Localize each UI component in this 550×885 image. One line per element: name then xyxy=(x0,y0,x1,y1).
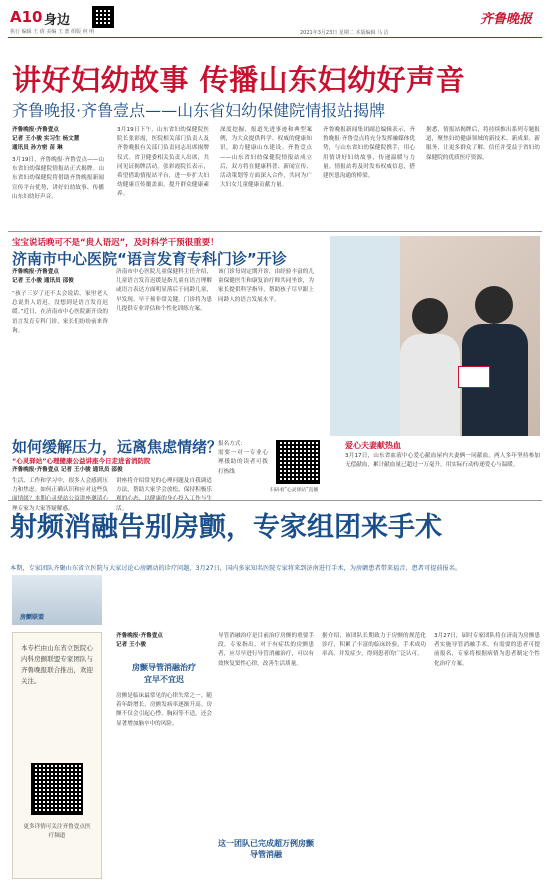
story3-qr-code xyxy=(276,440,320,484)
dateline: 2021年3月23日 星期二 本版编辑 马 洁 xyxy=(300,30,389,36)
photo-person-2-head xyxy=(475,286,513,324)
brand-logo: 齐鲁晚报 xyxy=(480,12,533,27)
lead-subheadline: 齐鲁晚报·齐鲁壹点——山东省妇幼保健院情报站揭牌 xyxy=(12,101,386,120)
story3-qr-side-text: 报名方式： 需要一对一专业心理援助的读者可拨打热线 xyxy=(218,441,268,475)
sidebar-text: 本专栏由山东省立医院心内科房颤联盟专家团队与齐鲁晚报联合推出，欢迎关注。 xyxy=(21,644,93,685)
photo-person-1-body xyxy=(400,334,460,436)
story3-byline: 齐鲁晚报·齐鲁壹点 记者 王小骏 通讯员 邵俊 xyxy=(12,467,123,473)
banner-headline: 射频消融告别房颤，专家组团来手术 xyxy=(10,512,442,543)
section-title: 身边 xyxy=(44,13,71,28)
story2-byline: 齐鲁晚报·齐鲁壹点 记者 王小骏 通讯员 邵俊 xyxy=(12,269,74,284)
story2-headline: 济南市中心医院“语言发育专科门诊”开诊 xyxy=(12,250,287,268)
story4-inline-head: 这一团队已完成超万例房颤导管消融 xyxy=(218,839,314,859)
photo-text: 3月17日，山东省血液中心爱心献血屋内夫妻俩一同献血。两人多年坚持参加无偿献血，累计献血量已超过一万毫升，用实际行动传递爱心与温暖。 xyxy=(345,453,540,469)
lead-byline: 齐鲁晚报·齐鲁壹点 记者 王小骏 实习生 杨文慧 通讯员 孙方密 苗 琳 xyxy=(12,127,80,151)
story2-col-1: “孩子三岁了还不太会说话，家里老人总说贵人语迟，没想到是语言发育迟缓。”近日，在济南市中心医院新开设的语言发育专科门诊，家长们纷纷前来咨询。 xyxy=(12,291,108,334)
story4-col-2: 导管消融治疗是目前治疗房颤的重要手段。专家指出，对于有症状的房颤患者，应尽早进行导管消融治疗，可以有效恢复窦性心律，改善生活质量。 xyxy=(218,633,314,667)
story3-qr-caption: 扫码看“心灵驿站”直播 xyxy=(270,488,319,493)
story3-col-1: 生活、工作和学习中，很多人会感到压力和焦虑。如何正确认识和应对这些负 理专家为大家答疑解惑。 xyxy=(12,478,108,512)
lead-col-3: 深度挖掘、报道先进事迹和典型案例，为大众提供科学、权威的健康知识，助力健康山东建设。齐鲁壹点——山东省妇幼保健院情报站成立后，双方将在健康科普、新闻宣传、活动策划等方面深入合作，共同为广大妇女儿童健康贡献力量。 xyxy=(220,127,312,189)
page-number: A10 xyxy=(10,8,43,26)
photo-caption: 爱心夫妻献热血 xyxy=(345,441,401,450)
sidebar-title: 房颤联盟 xyxy=(20,614,45,621)
sidebar-qr-caption: 更多详情可关注齐鲁壹点医疗频道 xyxy=(23,824,91,840)
header-qr-code xyxy=(92,6,114,28)
story2-col-2: 济南市中心医院儿童保健科主任介绍，儿童语言发育迟缓是指儿童在语言理解或语言表达方面明显落后于同龄儿童，早发现、早干预非常关键。门诊将为患儿提供专业评估和个性化训练方案。 xyxy=(116,269,212,312)
photo-person-1-head xyxy=(412,298,448,334)
banner-top-rule xyxy=(8,500,542,501)
lead-col-4: 齐鲁晚报新闻集团副总编辑表示，齐鲁晚报·齐鲁壹点将充分发挥融媒体优势，与山东省妇幼保健院携手，用心用情讲好妇幼故事，传递温暖与力量。情报站将及时发布权威信息，搭建医患沟通的桥梁。 xyxy=(323,127,415,180)
photo-background-window xyxy=(330,236,400,436)
lead-col-2: 3月19日下午，山东省妇幼保健院医院长张彩霞，医院相关部门负责人及齐鲁晚报有关部门负责同志出席揭牌仪式。省卫健委相关负责人出席，共同见证揭牌活动。张彩霞院长表示，希望借助情报站平台，进一步扩大妇幼健康宣传覆盖面，提升群众健康素养。 xyxy=(117,127,209,198)
story3-col-2: 讲座将介绍常见的心理问题及自我调适方法，帮助大家学会放松，保持积极乐 活。 xyxy=(116,478,212,512)
banner-summary: 本期，专家团队齐聚山东省立医院与大家讨论心房颤动的诊疗问题，3月27日，国内多家知名医院专家将来到济南进行手术，为房颤患者带来福音，患者可提前报名。 xyxy=(10,565,462,572)
lead-col-5: 据悉，情报站揭牌后，将持续推出系列专题报道，聚焦妇幼健康领域的新技术、新成果、新服务，让更多群众了解、信任并受益于省妇幼保健院的优质医疗资源。 xyxy=(426,127,540,161)
story4-col-5: 3月27日，届时专家团队将在济南为房颤患者实施导管消融手术，有需要的患者可提前报名，专家将根据病情为患者制定个性化治疗方案。 xyxy=(434,633,540,667)
sidebar-qr-code xyxy=(31,763,83,815)
photo-certificate xyxy=(458,366,490,388)
story4-subhead: 房颤导管消融治疗 宜早不宜迟 xyxy=(132,663,196,684)
header-rule xyxy=(8,37,542,38)
lead-headline: 讲好妇幼故事 传播山东妇幼好声音 xyxy=(12,63,466,97)
story4-col-4: 据介绍，该团队长期致力于房颤的规范化诊疗，积累了丰富的临床经验，手术成功率高、并发症少，得到患者的广泛认可。 xyxy=(322,633,426,658)
lead-divider xyxy=(8,231,542,232)
lead-col-1: 3月19日，齐鲁晚报·齐鲁壹点——山东省妇幼保健院情报站正式揭牌。山东省妇幼保健院将借助齐鲁晚报新闻宣传平台优势，讲好妇幼故事、传播山东妇幼好声音。 xyxy=(12,157,104,200)
story2-kicker: 宝宝说话晚可不是“贵人语迟”，及时科学干预很重要！ xyxy=(12,238,219,248)
news-photo xyxy=(330,236,540,436)
story4-col-1: 房颤是临床最常见的心律失常之一。随着年龄增长，房颤发病率逐渐升高。房颤不仅会引起心悸、胸闷等不适，还会显著增加脑卒中的风险。 xyxy=(116,693,212,727)
sidebar-box xyxy=(12,632,102,879)
story3-headline: 如何缓解压力，远离焦虑情绪？ xyxy=(12,438,223,456)
editors-line: 执行 编辑 王 倩 美编 王 蕾 组版 何 明 xyxy=(10,29,95,35)
story3-kicker: “心灵驿站”心理健康公益讲座今日走进省消防院 xyxy=(12,457,151,465)
story4-byline: 齐鲁晚报·齐鲁壹点 记者 王小骏 xyxy=(116,633,163,648)
story2-col-3: 该门诊每周定期开诊，由经验丰富的儿童保健医生和康复治疗师共同坐诊，为家长提供科学指导，帮助孩子尽早跟上同龄人的语言发展水平。 xyxy=(218,269,314,303)
